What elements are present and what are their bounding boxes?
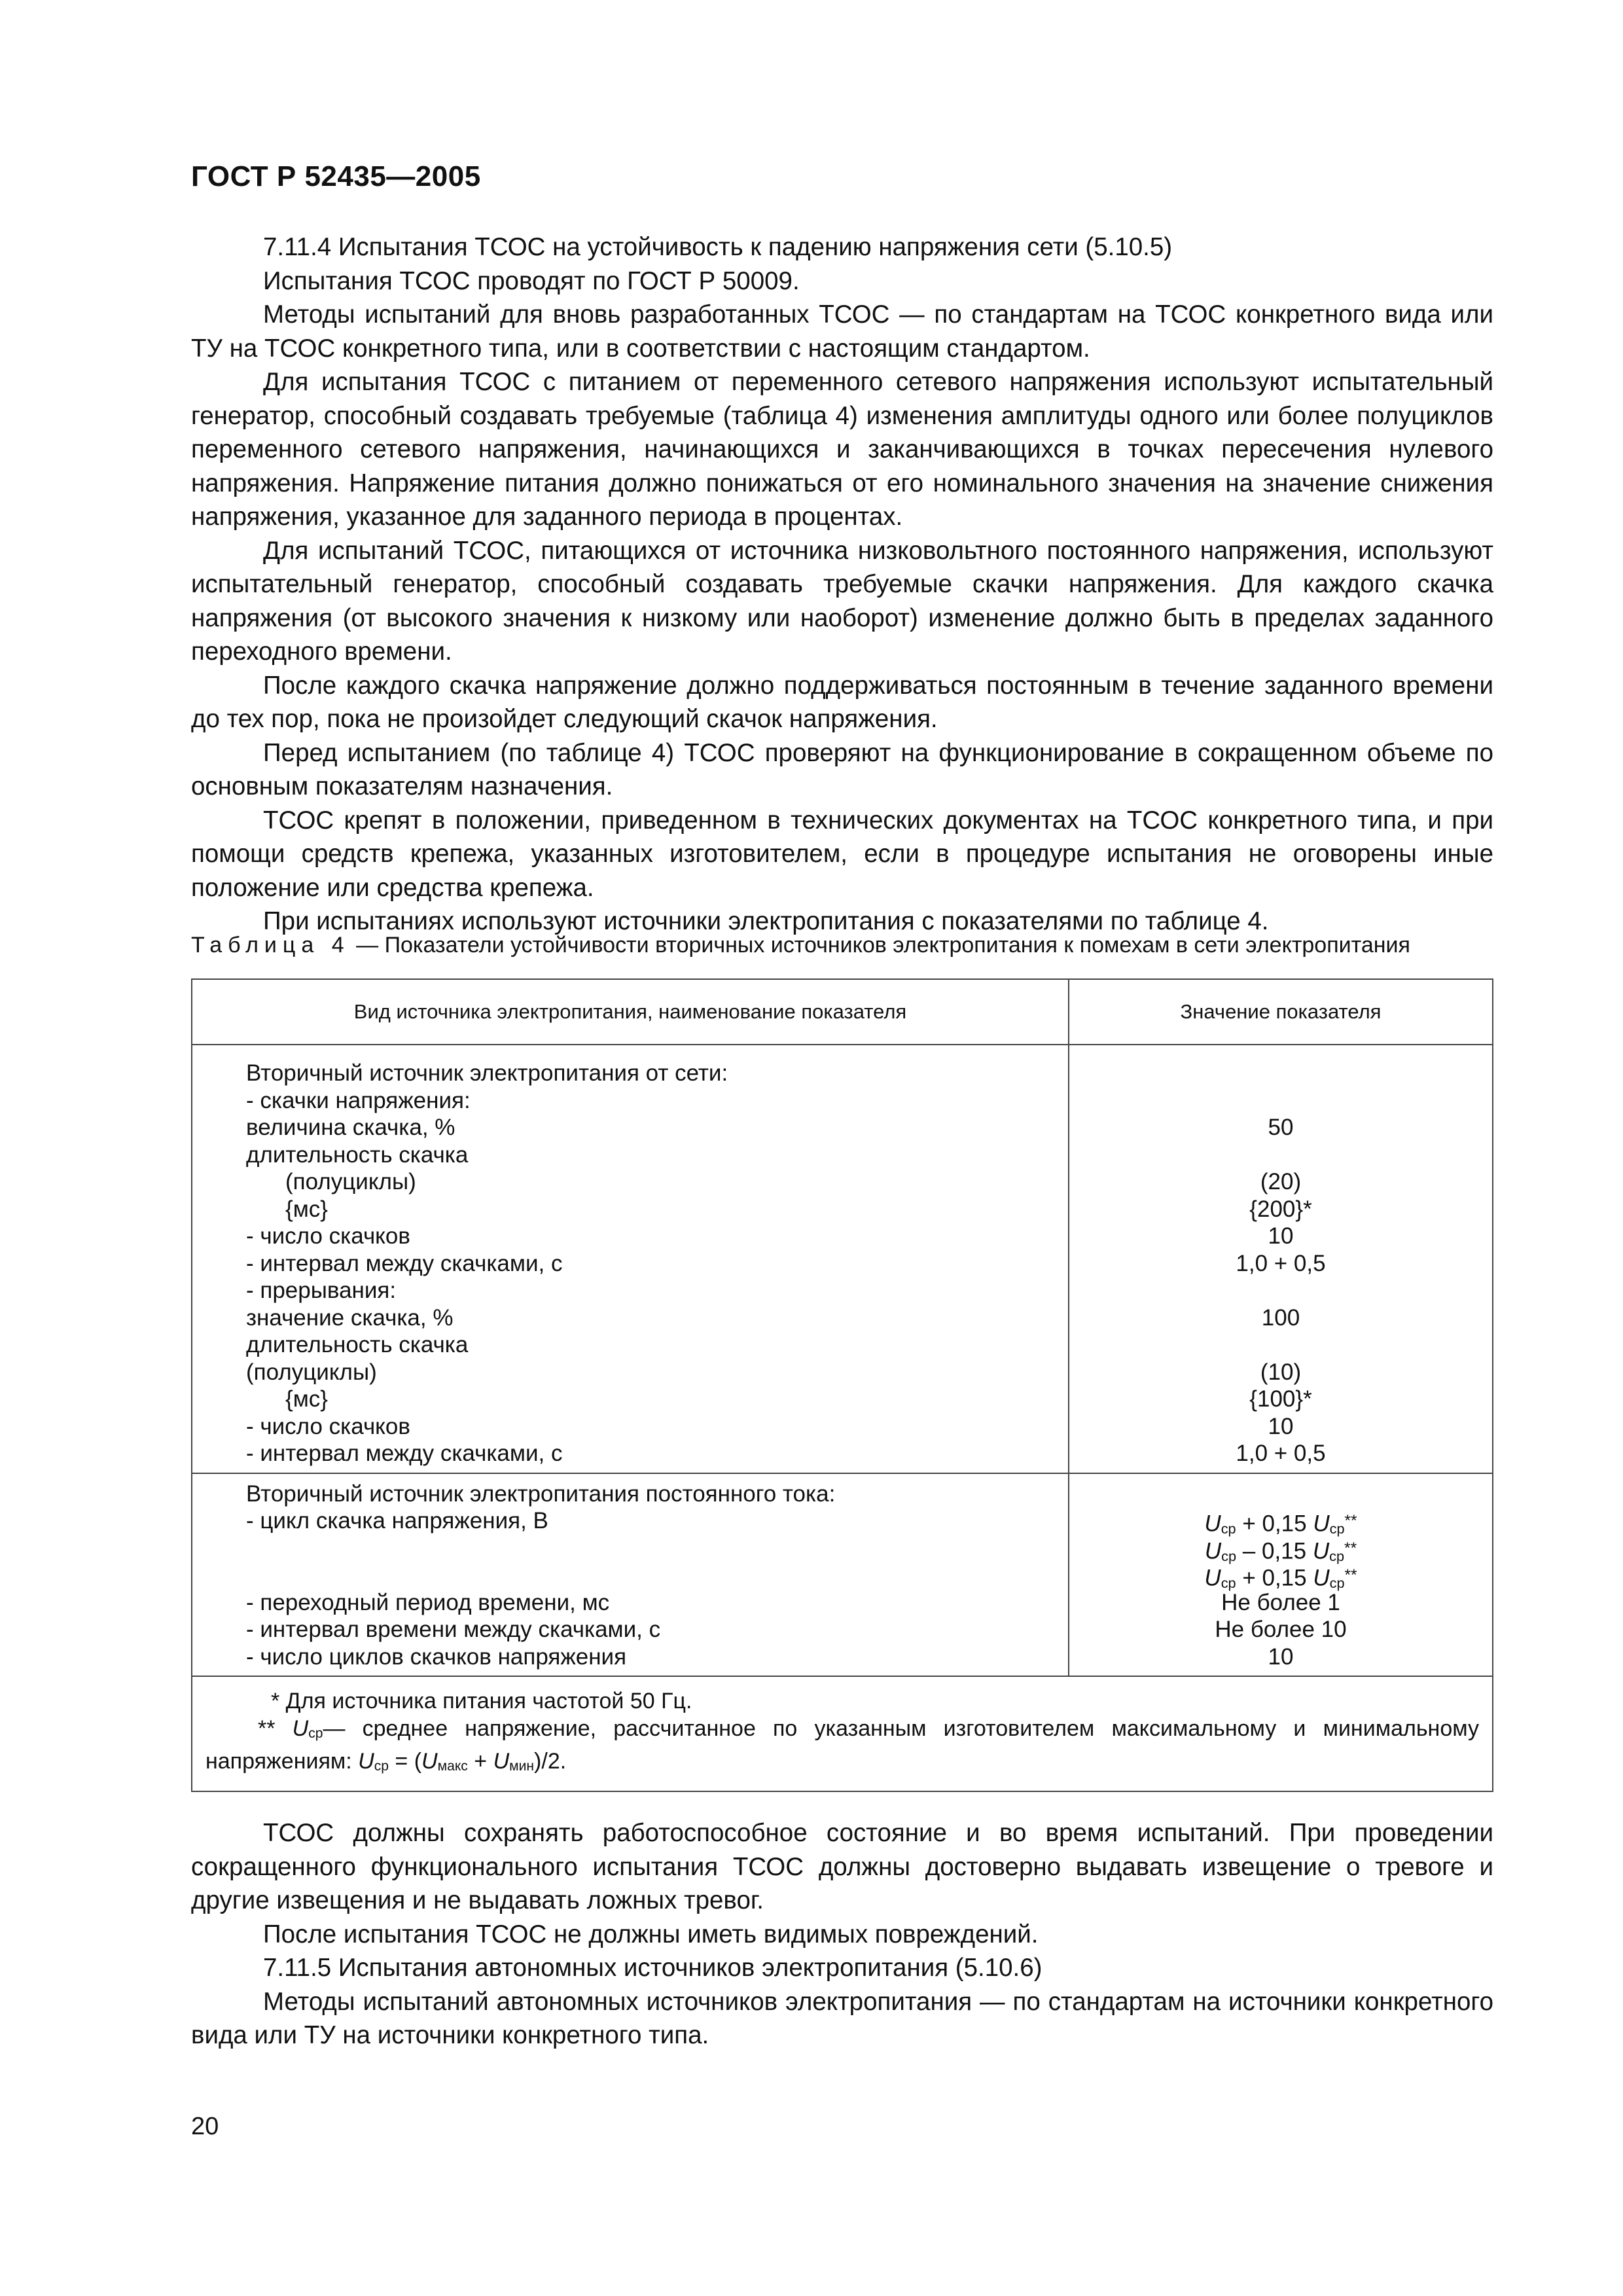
table-line	[246, 1535, 1068, 1562]
table-value: (10)	[1260, 1359, 1302, 1385]
table-value: Не более 1	[1221, 1589, 1340, 1615]
table-4	[191, 978, 1493, 1792]
paragraph: Методы испытаний автономных источников электропитания — по стандартам на источники конкретного вида или ТУ на источники конкретного типа.	[191, 1987, 1493, 2049]
table-caption	[191, 933, 1500, 958]
table-line: - интервал времени между скачками, с	[246, 1617, 661, 1642]
table-line: - цикл скачка напряжения, В	[246, 1508, 548, 1534]
table-value	[1069, 1141, 1492, 1169]
table-line: - число скачков	[246, 1413, 410, 1439]
paragraph: Методы испытаний для вновь разработанных ТСОС — по стандартам на ТСОС конкретного вида или ТУ на ТСОС конкретного типа, или в соответствии с настоящим стандартом.	[191, 300, 1493, 363]
table-col-header-value: Значение показателя	[1069, 979, 1493, 1045]
table-note-2: ** Uср— среднее напряжение, рассчитанное по указанным изготовителем максимальному и минимальному напряжениям: Uср = (Uмакс + Uмин)/2.	[205, 1716, 1479, 1774]
section-heading-7-11-4: 7.11.4 Испытания ТСОС на устойчивость к падению напряжения сети (5.10.5)	[263, 233, 1173, 261]
table-value	[1069, 1331, 1492, 1359]
table-value: Не более 10	[1215, 1617, 1347, 1642]
paragraph: Перед испытанием (по таблице 4) ТСОС проверяют на функционирование в сокращенном объеме по основным показателям назначения.	[191, 738, 1493, 800]
table-notes	[192, 1676, 1493, 1791]
table-col-header-kind: Вид источника электропитания, наименование показателя	[192, 979, 1069, 1045]
paragraph: После испытания ТСОС не должны иметь видимых повреждений.	[263, 1920, 1039, 1948]
table-cell-ac-params	[192, 1045, 1069, 1473]
paragraph: После каждого скачка напряжение должно поддерживаться постоянным в течение заданного времени до тех пор, пока не произойдет следующий скачок напряжения.	[191, 671, 1493, 733]
table-line: величина скачка, %	[246, 1115, 455, 1140]
paragraph: Для испытаний ТСОС, питающихся от источника низковольтного постоянного напряжения, используют испытательный генератор, способный создавать требуемые скачки напряжения. Для каждого скачка напряжения (от высокого значения к низкому или наоборот) изменение должно быть в пределах заданного переходного времени.	[191, 536, 1493, 666]
section-heading-7-11-5: 7.11.5 Испытания автономных источников электропитания (5.10.6)	[263, 1954, 1043, 1982]
table-caption-label: Таблица 4	[191, 933, 350, 958]
table-note-1: * Для источника питания частотой 50 Гц.	[271, 1689, 692, 1713]
table-value: {200}*	[1249, 1196, 1312, 1222]
table-line: длительность скачка	[246, 1141, 469, 1168]
voltage-formula-2: Uср – 0,15 Uср**	[1204, 1538, 1357, 1564]
table-value: 10	[1268, 1643, 1294, 1670]
table-value: 10	[1268, 1223, 1294, 1249]
table-line	[246, 1562, 1068, 1589]
table-value: 1,0 + 0,5	[1236, 1441, 1326, 1466]
table-line: (полуциклы)	[246, 1359, 377, 1385]
table-cell-dc-params	[192, 1473, 1069, 1677]
document-header-code: ГОСТ Р 52435—2005	[191, 160, 481, 192]
table-line: Вторичный источник электропитания от сети:	[246, 1060, 728, 1086]
table-cell-dc-values	[1069, 1473, 1493, 1677]
table-row-ac-source	[192, 1045, 1493, 1473]
table-value	[1069, 1087, 1492, 1115]
paragraph: При испытаниях используют источники электропитания с показателями по таблице 4.	[263, 907, 1269, 935]
table-line: - число скачков	[246, 1223, 410, 1249]
table-value: (20)	[1260, 1169, 1302, 1194]
table-line: - число циклов скачков напряжения	[246, 1643, 627, 1670]
paragraph: Испытания ТСОС проводят по ГОСТ Р 50009.	[263, 266, 800, 295]
table-value	[1069, 1480, 1492, 1508]
table-value: 100	[1261, 1304, 1300, 1331]
table-value: {100}*	[1249, 1386, 1312, 1412]
table-line: - прерывания:	[246, 1278, 397, 1303]
paragraph: ТСОС должны сохранять работоспособное состояние и во время испытаний. При проведении сокращенного функционального испытания ТСОС должны достоверно выдавать извещение о тревоге и другие извещения и не выдавать ложных тревог.	[191, 1819, 1493, 1914]
text-block-top	[191, 230, 1493, 939]
table-line: - скачки напряжения:	[246, 1087, 471, 1113]
table-value: 10	[1268, 1413, 1294, 1439]
voltage-formula-1: Uср + 0,15 Uср**	[1204, 1511, 1357, 1537]
table-line: длительность скачка	[246, 1332, 469, 1357]
voltage-formula-3: Uср + 0,15 Uср**	[1204, 1565, 1357, 1591]
table-row-dc-source	[192, 1473, 1493, 1677]
table-line: значение скачка, %	[246, 1304, 454, 1331]
table-value	[1069, 1277, 1492, 1304]
table-line: - интервал между скачками, с	[246, 1441, 563, 1466]
paragraph: Для испытания ТСОС с питанием от переменного сетевого напряжения используют испытательный генератор, способный создавать требуемые (таблица 4) изменения амплитуды одного или более полуциклов переменного сетевого напряжения, начинающихся и заканчивающихся в точках пересечения нулевого напряжения. Напряжение питания должно понижаться от его номинального значения на значение снижения напряжения, указанное для заданного периода в процентах.	[191, 368, 1493, 531]
table-header-row	[192, 979, 1493, 1045]
table-value	[1069, 1060, 1492, 1087]
paragraph: ТСОС крепят в положении, приведенном в технических документах на ТСОС конкретного типа, и при помощи средств крепежа, указанных изготовителем, если в процедуре испытания не оговорены иные положение или средства крепежа.	[191, 806, 1493, 902]
table-value: 1,0 + 0,5	[1236, 1250, 1326, 1276]
table-line: (полуциклы)	[285, 1169, 416, 1194]
table-caption-text: — Показатели устойчивости вторичных источников электропитания к помехам в сети электропитания	[349, 933, 1410, 958]
text-block-bottom	[191, 1816, 1493, 2053]
table-line: Вторичный источник электропитания постоянного тока:	[246, 1480, 836, 1507]
table-notes-row	[192, 1676, 1493, 1791]
table-value: 50	[1268, 1115, 1294, 1140]
table-line: {мс}	[285, 1196, 328, 1222]
page-number: 20	[191, 2113, 219, 2140]
table-line: {мс}	[285, 1386, 328, 1412]
table-line: - интервал между скачками, с	[246, 1250, 563, 1276]
table-cell-ac-values	[1069, 1045, 1493, 1473]
table-line: - переходный период времени, мс	[246, 1589, 610, 1615]
